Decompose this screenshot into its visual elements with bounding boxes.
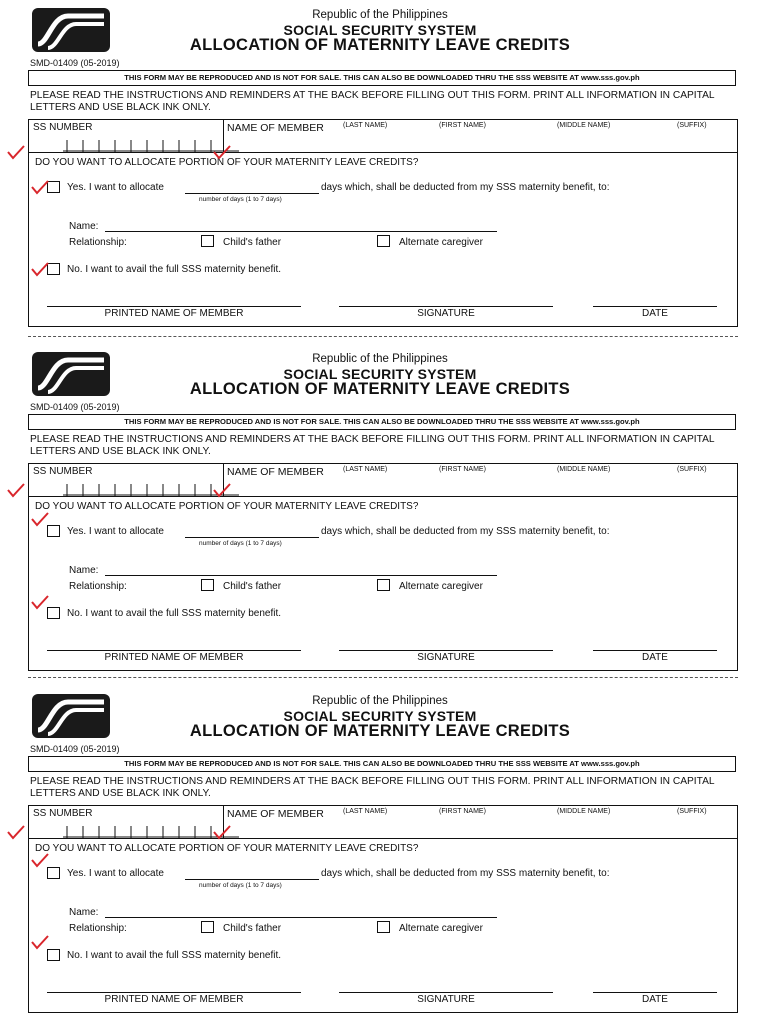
- sss-logo: [32, 8, 110, 52]
- reproduction-notice: THIS FORM MAY BE REPRODUCED AND IS NOT FOR SALE. THIS CAN ALSO BE DOWNLOADED THRU THE SSS WEBSITE AT www.sss.gov.ph: [28, 414, 736, 430]
- signature-label: SIGNATURE: [417, 994, 475, 1005]
- form-title: ALLOCATION OF MATERNITY LEAVE CREDITS: [189, 380, 571, 398]
- name-of-member-label: NAME OF MEMBER: [227, 466, 324, 478]
- cut-line: [28, 677, 738, 678]
- first-name-label: (FIRST NAME): [439, 122, 486, 129]
- printed-name-label: PRINTED NAME OF MEMBER: [104, 994, 244, 1005]
- relationship-label: Relationship:: [69, 923, 127, 934]
- form-title: ALLOCATION OF MATERNITY LEAVE CREDITS: [189, 36, 571, 54]
- last-name-label: (LAST NAME): [343, 808, 388, 815]
- childs-father-checkbox[interactable]: [201, 921, 214, 933]
- yes-option-suffix: days which, shall be deducted from my SSS maternity benefit, to:: [321, 526, 610, 537]
- allocation-question: DO YOU WANT TO ALLOCATE PORTION OF YOUR MATERNITY LEAVE CREDITS?: [35, 843, 419, 854]
- childs-father-label: Child's father: [223, 237, 282, 248]
- form-copy-2: [0, 344, 768, 680]
- middle-name-label: (MIDDLE NAME): [557, 466, 611, 473]
- red-checkmark-icon: [30, 261, 50, 277]
- date-label: DATE: [642, 994, 668, 1005]
- agency-heading: SOCIAL SECURITY SYSTEM: [283, 366, 477, 382]
- red-checkmark-icon: [30, 179, 50, 195]
- signature-field[interactable]: [339, 306, 553, 307]
- date-label: DATE: [642, 308, 668, 319]
- name-label: Name:: [69, 221, 99, 232]
- days-field[interactable]: [185, 879, 319, 880]
- form-code: SMD-01409 (05-2019): [30, 402, 120, 412]
- childs-father-checkbox[interactable]: [201, 579, 214, 591]
- member-id-row: [29, 806, 737, 839]
- red-checkmark-icon: [30, 511, 50, 527]
- yes-option-label: Yes. I want to allocate: [67, 526, 164, 537]
- form-body: [28, 119, 738, 327]
- days-field[interactable]: [185, 537, 319, 538]
- days-hint: number of days (1 to 7 days): [199, 540, 282, 547]
- alternate-caregiver-checkbox[interactable]: [377, 235, 390, 247]
- allocatee-name-field[interactable]: [105, 231, 497, 232]
- alternate-caregiver-checkbox[interactable]: [377, 921, 390, 933]
- date-label: DATE: [642, 652, 668, 663]
- form-copy-1: [0, 0, 768, 336]
- instructions-text: PLEASE READ THE INSTRUCTIONS AND REMINDERS AT THE BACK BEFORE FILLING OUT THIS FORM. PRINT ALL INFORMATION IN CAPITAL LETTERS AND USE BLACK INK ONLY.: [30, 776, 715, 799]
- cut-line: [28, 336, 738, 337]
- name-of-member-label: NAME OF MEMBER: [227, 122, 324, 134]
- republic-heading: Republic of the Philippines: [312, 353, 448, 365]
- date-field[interactable]: [593, 992, 717, 993]
- last-name-label: (LAST NAME): [343, 122, 388, 129]
- red-checkmark-icon: [212, 482, 232, 498]
- last-name-label: (LAST NAME): [343, 466, 388, 473]
- yes-checkbox[interactable]: [47, 867, 60, 879]
- no-option-label: No. I want to avail the full SSS maternity benefit.: [67, 608, 281, 619]
- name-of-member-label: NAME OF MEMBER: [227, 808, 324, 820]
- printed-name-label: PRINTED NAME OF MEMBER: [104, 308, 244, 319]
- first-name-label: (FIRST NAME): [439, 808, 486, 815]
- printed-name-label: PRINTED NAME OF MEMBER: [104, 652, 244, 663]
- form-code: SMD-01409 (05-2019): [30, 744, 120, 754]
- printed-name-field[interactable]: [47, 306, 301, 307]
- allocation-question: DO YOU WANT TO ALLOCATE PORTION OF YOUR MATERNITY LEAVE CREDITS?: [35, 157, 419, 168]
- date-field[interactable]: [593, 306, 717, 307]
- instructions-text: PLEASE READ THE INSTRUCTIONS AND REMINDERS AT THE BACK BEFORE FILLING OUT THIS FORM. PRINT ALL INFORMATION IN CAPITAL LETTERS AND USE BLACK INK ONLY.: [30, 434, 715, 457]
- ss-number-label: SS NUMBER: [33, 466, 93, 477]
- reproduction-notice: THIS FORM MAY BE REPRODUCED AND IS NOT FOR SALE. THIS CAN ALSO BE DOWNLOADED THRU THE SSS WEBSITE AT www.sss.gov.ph: [28, 756, 736, 772]
- childs-father-checkbox[interactable]: [201, 235, 214, 247]
- member-id-row: [29, 120, 737, 153]
- no-checkbox[interactable]: [47, 949, 60, 961]
- yes-option-label: Yes. I want to allocate: [67, 182, 164, 193]
- childs-father-label: Child's father: [223, 581, 282, 592]
- no-option-label: No. I want to avail the full SSS maternity benefit.: [67, 264, 281, 275]
- republic-heading: Republic of the Philippines: [312, 9, 448, 21]
- republic-heading: Republic of the Philippines: [312, 695, 448, 707]
- sss-logo: [32, 694, 110, 738]
- allocatee-name-field[interactable]: [105, 575, 497, 576]
- days-field[interactable]: [185, 193, 319, 194]
- suffix-label: (SUFFIX): [677, 466, 707, 473]
- days-hint: number of days (1 to 7 days): [199, 196, 282, 203]
- suffix-label: (SUFFIX): [677, 122, 707, 129]
- middle-name-label: (MIDDLE NAME): [557, 808, 611, 815]
- date-field[interactable]: [593, 650, 717, 651]
- form-body: [28, 805, 738, 1013]
- relationship-label: Relationship:: [69, 237, 127, 248]
- childs-father-label: Child's father: [223, 923, 282, 934]
- alternate-caregiver-checkbox[interactable]: [377, 579, 390, 591]
- red-checkmark-icon: [30, 594, 50, 610]
- instructions-text: PLEASE READ THE INSTRUCTIONS AND REMINDERS AT THE BACK BEFORE FILLING OUT THIS FORM. PRINT ALL INFORMATION IN CAPITAL LETTERS AND USE BLACK INK ONLY.: [30, 90, 715, 113]
- form-title: ALLOCATION OF MATERNITY LEAVE CREDITS: [189, 722, 571, 740]
- alternate-caregiver-label: Alternate caregiver: [399, 237, 483, 248]
- form-code: SMD-01409 (05-2019): [30, 58, 120, 68]
- sss-logo: [32, 352, 110, 396]
- relationship-label: Relationship:: [69, 581, 127, 592]
- signature-label: SIGNATURE: [417, 652, 475, 663]
- agency-heading: SOCIAL SECURITY SYSTEM: [283, 708, 477, 724]
- middle-name-label: (MIDDLE NAME): [557, 122, 611, 129]
- alternate-caregiver-label: Alternate caregiver: [399, 581, 483, 592]
- ss-number-label: SS NUMBER: [33, 122, 93, 133]
- red-checkmark-icon: [212, 144, 232, 160]
- name-label: Name:: [69, 907, 99, 918]
- signature-field[interactable]: [339, 650, 553, 651]
- name-label: Name:: [69, 565, 99, 576]
- red-checkmark-icon: [6, 824, 26, 840]
- alternate-caregiver-label: Alternate caregiver: [399, 923, 483, 934]
- allocation-question: DO YOU WANT TO ALLOCATE PORTION OF YOUR MATERNITY LEAVE CREDITS?: [35, 501, 419, 512]
- form-copy-3: [0, 686, 768, 1022]
- yes-option-label: Yes. I want to allocate: [67, 868, 164, 879]
- form-body: [28, 463, 738, 671]
- signature-field[interactable]: [339, 992, 553, 993]
- yes-option-suffix: days which, shall be deducted from my SSS maternity benefit, to:: [321, 868, 610, 879]
- printed-name-field[interactable]: [47, 992, 301, 993]
- ss-number-label: SS NUMBER: [33, 808, 93, 819]
- member-id-row: [29, 464, 737, 497]
- agency-heading: SOCIAL SECURITY SYSTEM: [283, 22, 477, 38]
- red-checkmark-icon: [30, 852, 50, 868]
- no-option-label: No. I want to avail the full SSS maternity benefit.: [67, 950, 281, 961]
- yes-option-suffix: days which, shall be deducted from my SSS maternity benefit, to:: [321, 182, 610, 193]
- red-checkmark-icon: [212, 824, 232, 840]
- allocatee-name-field[interactable]: [105, 917, 497, 918]
- days-hint: number of days (1 to 7 days): [199, 882, 282, 889]
- red-checkmark-icon: [6, 144, 26, 160]
- red-checkmark-icon: [30, 934, 50, 950]
- first-name-label: (FIRST NAME): [439, 466, 486, 473]
- suffix-label: (SUFFIX): [677, 808, 707, 815]
- red-checkmark-icon: [6, 482, 26, 498]
- signature-label: SIGNATURE: [417, 308, 475, 319]
- printed-name-field[interactable]: [47, 650, 301, 651]
- reproduction-notice: THIS FORM MAY BE REPRODUCED AND IS NOT FOR SALE. THIS CAN ALSO BE DOWNLOADED THRU THE SSS WEBSITE AT www.sss.gov.ph: [28, 70, 736, 86]
